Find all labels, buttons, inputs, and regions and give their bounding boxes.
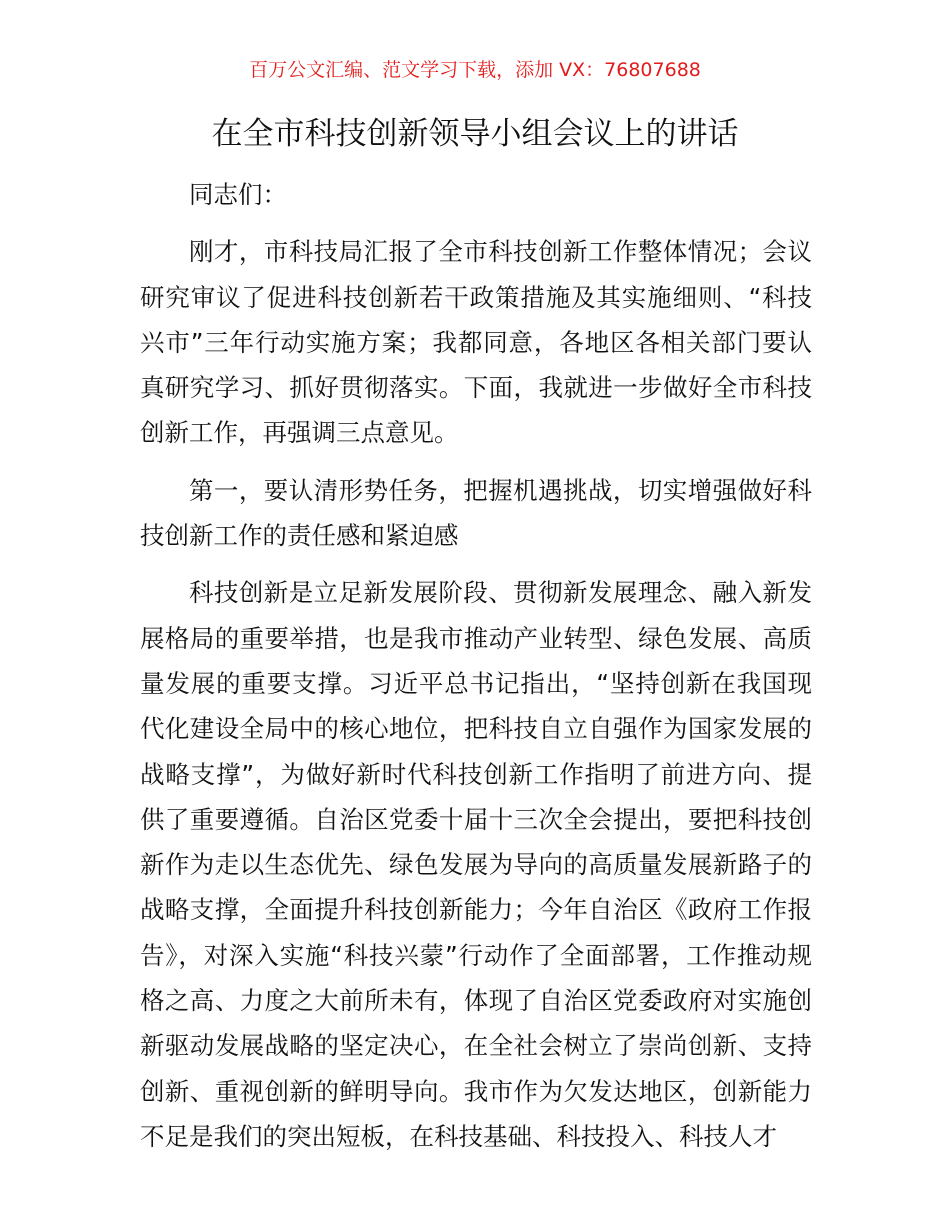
paragraph-body: 科技创新是立足新发展阶段、贯彻新发展理念、融入新发展格局的重要举措，也是我市推动产业转型、绿色发展、高质量发展的重要支撑。习近平总书记指出，“坚持创新在我国现代化建设全局中的核心地位，把科技自立自强作为国家发展的战略支撑”，为做好新时代科技创新工作指明了前进方向、提供了重要遵循。自治区党委十届十三次全会提出，要把科技创新作为走以生态优先、绿色发展为导向的高质量发展新路子的战略支撑，全面提升科技创新能力；今年自治区《政府工作报告》，对深入实施“科技兴蒙”行动作了全面部署，工作推动规格之高、力度之大前所未有，体现了自治区党委政府对实施创新驱动发展战略的坚定决心，在全社会树立了崇尚创新、支持创新、重视创新的鲜明导向。我市作为欠发达地区，创新能力不足是我们的突出短板，在科技基础、科技投入、科技人才 [140, 578, 812, 1151]
document-title: 在全市科技创新领导小组会议上的讲话 [211, 116, 739, 152]
document-body [140, 172, 812, 1159]
salutation: 同志们： [189, 180, 287, 209]
section-heading-1: 第一，要认清形势任务，把握机遇挑战，切实增强做好科技创新工作的责任感和紧迫感 [140, 475, 812, 551]
watermark-header: 百万公文汇编、范文学习下载，添加 VX：76807688 [249, 59, 701, 81]
paragraph-intro: 刚才，市科技局汇报了全市科技创新工作整体情况；会议研究审议了促进科技创新若干政策措施及其实施细则、“科技兴市”三年行动实施方案；我都同意，各地区各相关部门要认真研究学习、抓好贯彻落实。下面，我就进一步做好全市科技创新工作，再强调三点意见。 [140, 237, 812, 448]
